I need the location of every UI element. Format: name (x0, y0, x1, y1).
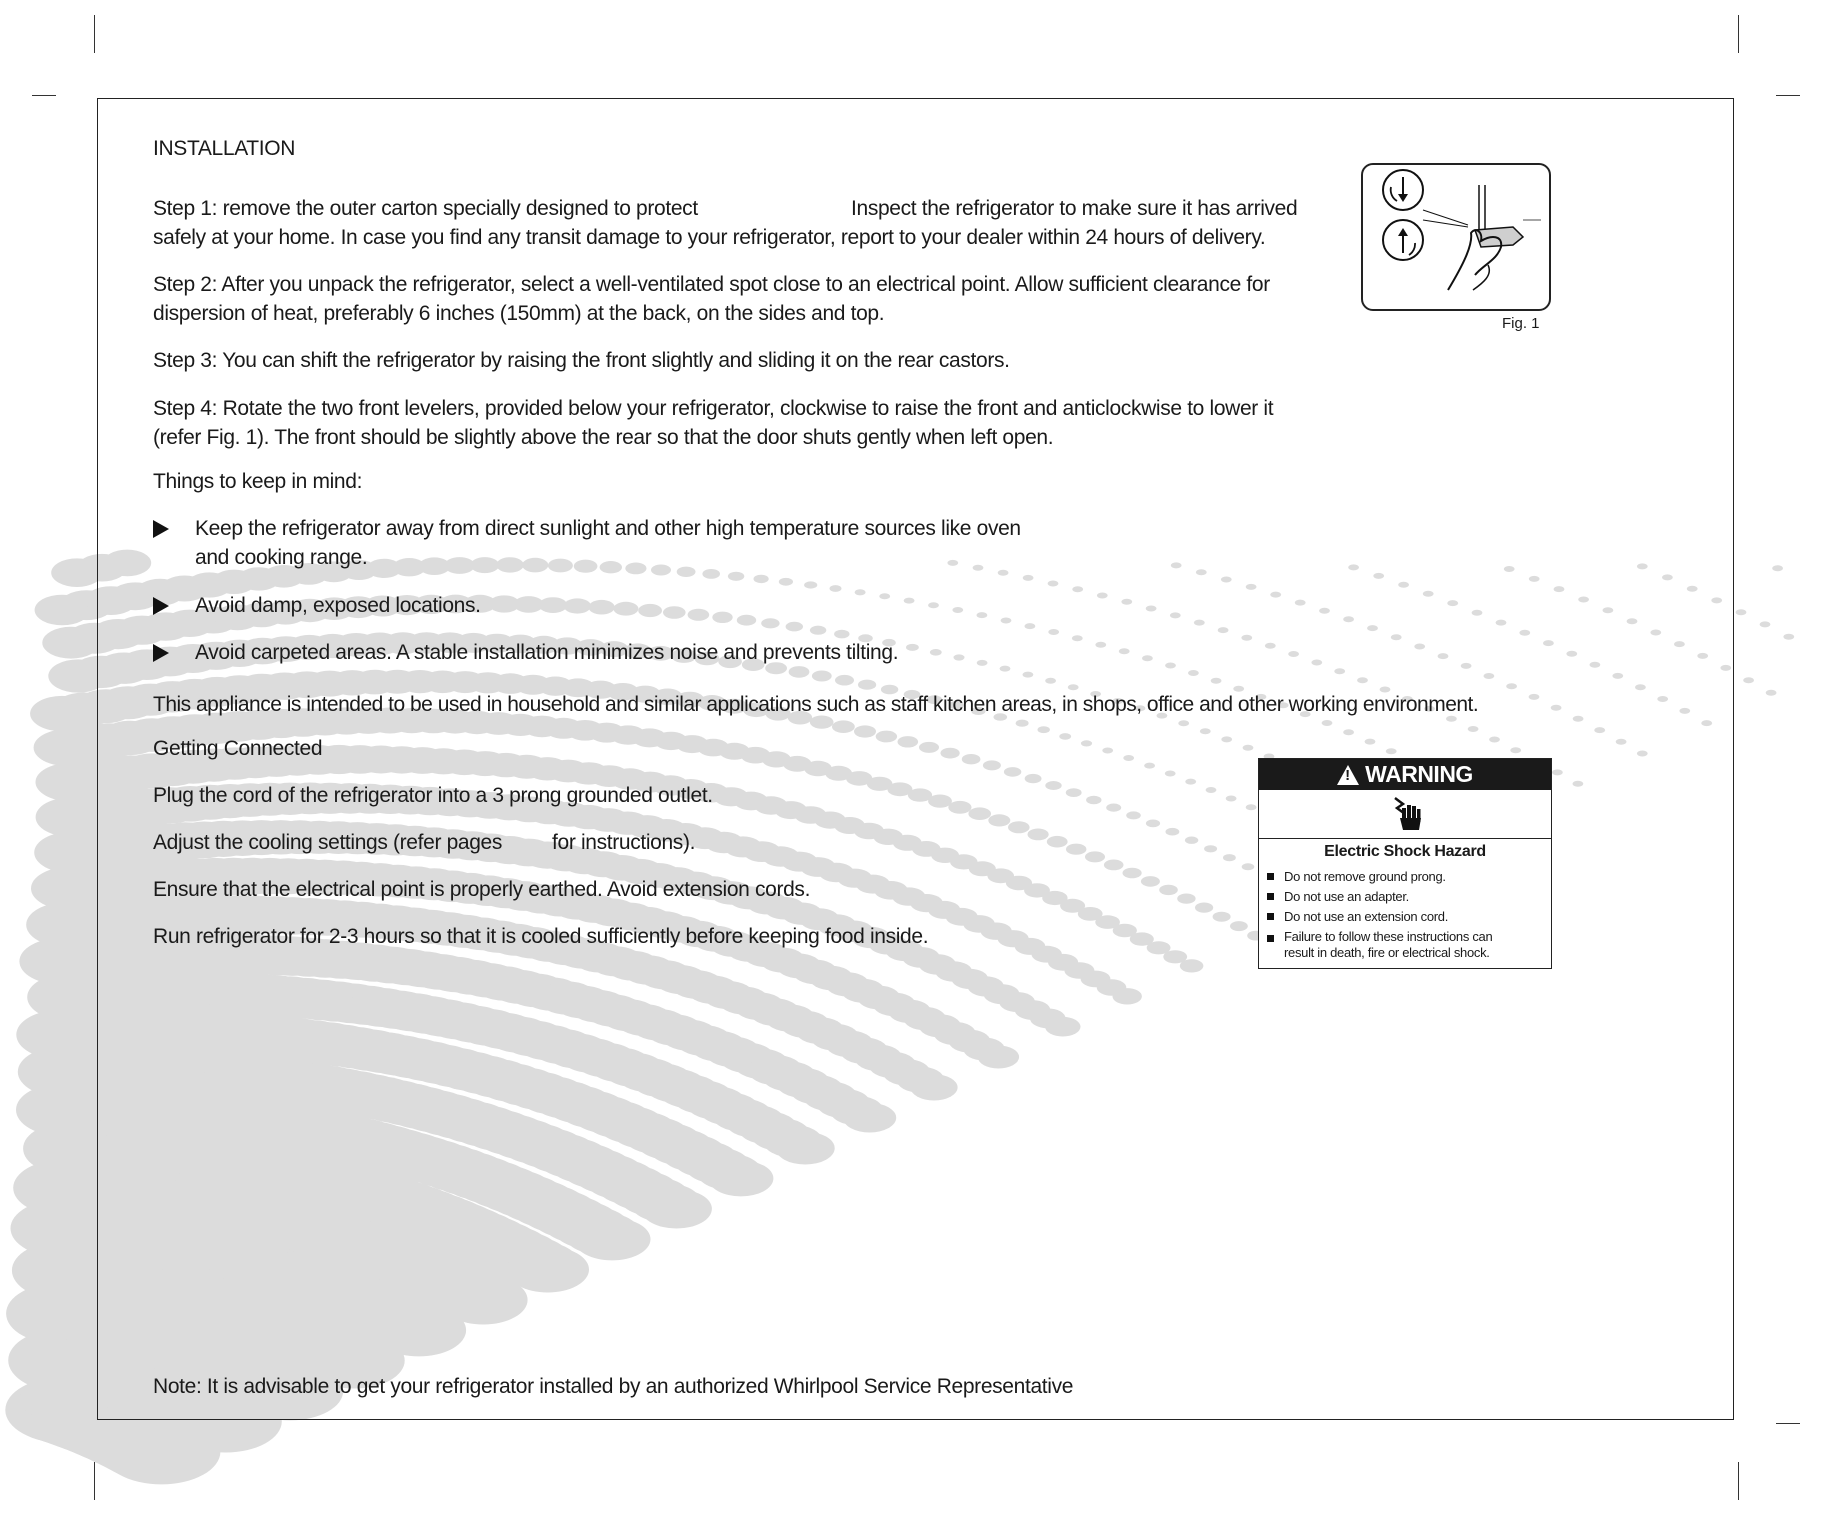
warning-triangle-icon (1337, 765, 1359, 785)
leveler-adjust-illustration (1363, 165, 1549, 309)
warning-label (1258, 758, 1552, 969)
halftone-dot (1783, 634, 1794, 640)
step4-line2: (refer Fig. 1). The front should be slightly above the rear so that the door shuts gently when left open. (153, 426, 1054, 449)
connect-plug: Plug the cord of the refrigerator into a 3 prong grounded outlet. (153, 784, 713, 807)
bullet-text: Avoid carpeted areas. A stable installation minimizes noise and prevents tilting. (195, 641, 899, 664)
warning-item-line: result in death, fire or electrical shock. (1284, 945, 1490, 960)
warning-title: Electric Shock Hazard (1324, 843, 1486, 860)
step1-line1a: Step 1: remove the outer carton specially designed to protect (153, 197, 698, 220)
bullet-text: Keep the refrigerator away from direct sunlight and other high temperature sources like oven (195, 517, 1021, 540)
installation-note: Note: It is advisable to get your refrigerator installed by an authorized Whirlpool Service Representative (153, 1375, 1074, 1398)
warning-header-text: WARNING (1365, 761, 1473, 787)
warning-list (1259, 867, 1551, 961)
connect-adjust-a: Adjust the cooling settings (refer pages (153, 831, 503, 854)
step3: Step 3: You can shift the refrigerator by raising the front slightly and sliding it on the rear castors. (153, 349, 1010, 372)
connect-run: Run refrigerator for 2-3 hours so that it is cooled sufficiently before keeping food inside. (153, 925, 929, 948)
halftone-dot (1760, 621, 1771, 627)
halftone-dot (1772, 565, 1783, 571)
step4-line1: Step 4: Rotate the two front levelers, provided below your refrigerator, clockwise to raise the front and anticlockwise to lower it (153, 397, 1274, 420)
things-heading: Things to keep in mind: (153, 470, 363, 493)
triangle-bullet-icon (153, 597, 169, 615)
triangle-bullet-icon (153, 520, 169, 538)
connect-ensure: Ensure that the electrical point is properly earthed. Avoid extension cords. (153, 878, 811, 901)
warning-item-line: Failure to follow these instructions can (1284, 929, 1493, 944)
page-title: INSTALLATION (153, 137, 296, 160)
step2-line1: Step 2: After you unpack the refrigerator, select a well-ventilated spot close to an electrical point. Allow sufficient clearance for (153, 273, 1270, 296)
step1-line1b: Inspect the refrigerator to make sure it has arrived (851, 197, 1298, 220)
halftone-dot (1743, 677, 1754, 683)
halftone-dot (1736, 609, 1747, 615)
step2-line2: dispersion of heat, preferably 6 inches (150mm) at the back, on the sides and top. (153, 302, 885, 325)
list-item: Do not use an extension cord. (1267, 907, 1551, 927)
halftone-dot (1766, 690, 1777, 696)
bullet-text: Avoid damp, exposed locations. (195, 594, 481, 617)
triangle-bullet-icon (153, 644, 169, 662)
step1-line2: safely at your home. In case you find any transit damage to your refrigerator, report to your dealer within 24 hours of delivery. (153, 226, 1266, 249)
appliance-note: This appliance is intended to be used in household and similar applications such as staff kitchen areas, in shops, office and other working environment. (153, 693, 1479, 716)
list-item: Do not use an adapter. (1267, 887, 1551, 907)
bullet-text: and cooking range. (195, 546, 368, 569)
warning-header (1259, 759, 1551, 790)
electric-shock-hand-icon (1259, 790, 1551, 839)
connect-heading: Getting Connected (153, 737, 323, 760)
figure-caption: Fig. 1 (1502, 315, 1540, 332)
connect-adjust-b: for instructions). (552, 831, 696, 854)
list-item: Do not remove ground prong. (1267, 867, 1551, 887)
figure-1 (1361, 163, 1551, 311)
list-item (1267, 929, 1551, 961)
